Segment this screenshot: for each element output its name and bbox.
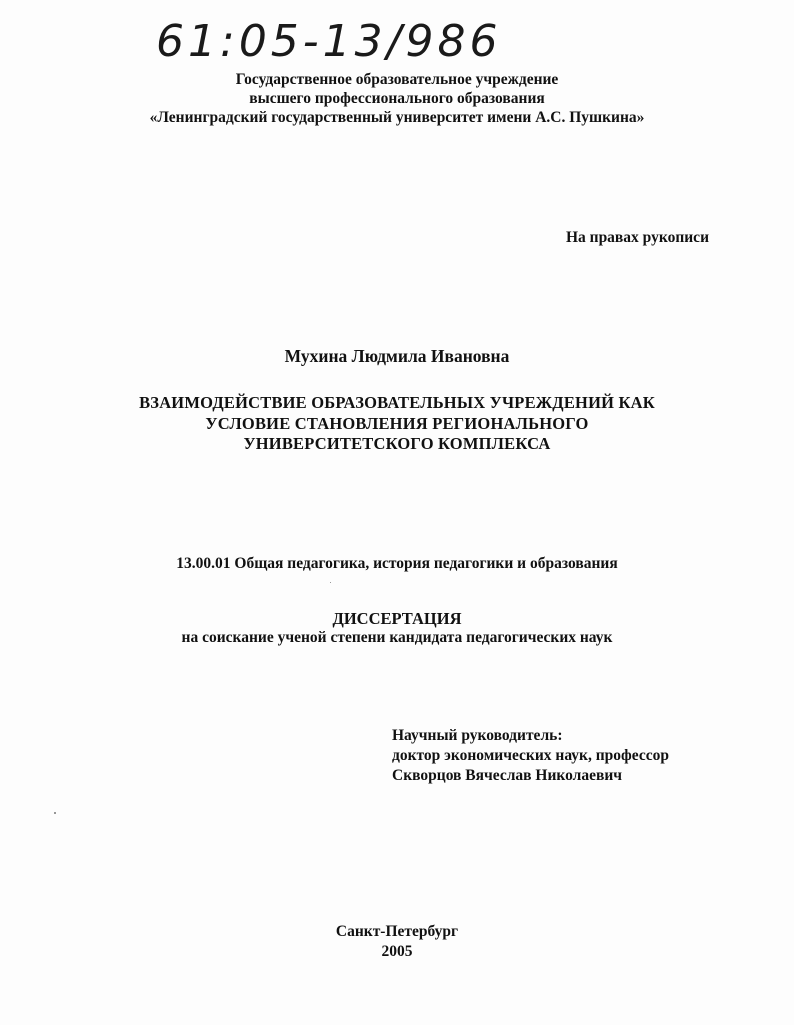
advisor-label: Научный руководитель: <box>392 727 563 744</box>
manuscript-note: На правах рукописи <box>565 229 709 246</box>
dissertation-type: ДИССЕРТАЦИЯ <box>332 609 462 628</box>
dissertation-title <box>0 393 794 455</box>
place-and-year <box>0 922 794 962</box>
title-line-2: УСЛОВИЕ СТАНОВЛЕНИЯ РЕГИОНАЛЬНОГО <box>205 413 589 433</box>
title-line-1: ВЗАИМОДЕЙСТВИЕ ОБРАЗОВАТЕЛЬНЫХ УЧРЕЖДЕНИЙ КАК <box>139 393 655 412</box>
institution-header <box>0 70 794 127</box>
institution-line-3: «Ленинградский государственный университет имени А.С. Пушкина» <box>149 109 645 126</box>
scan-speck <box>330 582 331 583</box>
scan-speck <box>54 812 56 814</box>
advisor-name: Скворцов Вячеслав Николаевич <box>392 767 623 784</box>
dissertation-subtitle: на соискание ученой степени кандидата педагогических наук <box>181 629 613 646</box>
scientific-advisor <box>392 726 669 786</box>
handwritten-registration-number <box>152 10 512 68</box>
title-line-3: УНИВЕРСИТЕТСКОГО КОМПЛЕКСА <box>243 434 551 453</box>
author-name: Мухина Людмила Ивановна <box>284 346 510 366</box>
year: 2005 <box>381 943 413 960</box>
institution-line-2: высшего профессионального образования <box>249 90 545 107</box>
handwritten-number-text: 61:05-13/986 <box>156 16 502 67</box>
specialty-code: 13.00.01 Общая педагогика, история педагогики и образования <box>176 555 618 572</box>
city: Санкт-Петербург <box>335 923 459 940</box>
institution-line-1: Государственное образовательное учреждение <box>235 71 559 88</box>
advisor-degree: доктор экономических наук, профессор <box>392 747 669 764</box>
